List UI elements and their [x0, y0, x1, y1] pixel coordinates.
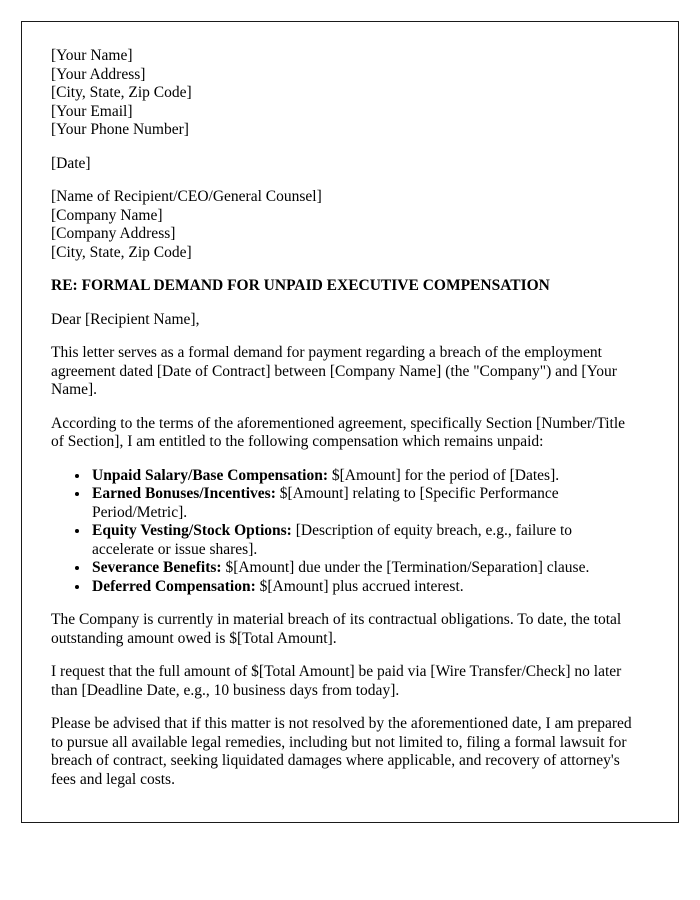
recipient-address-line: [Company Address]	[51, 225, 176, 242]
list-item-equity-vesting	[90, 522, 632, 559]
bullet-text: $[Amount] plus accrued interest.	[255, 577, 464, 595]
sender-block	[51, 47, 632, 140]
sender-city-line: [City, State, Zip Code]	[51, 84, 192, 101]
date-line: [Date]	[51, 154, 91, 172]
paragraph-intro: This letter serves as a formal demand for payment regarding a breach of the employment agreement dated [Date of Contract] between [Company Name] (the "Company") and [Your Name].	[51, 344, 617, 398]
paragraph-remedies: Please be advised that if this matter is not resolved by the aforementioned date, I am prepared to pursue all available legal remedies, including but not limited to, filing a formal lawsuit for breach of contract, seeking liquidated damages where applicable, and recovery of attorney's fees and legal costs.	[51, 715, 632, 788]
bullet-label: Unpaid Salary/Base Compensation:	[92, 466, 328, 484]
bullet-label: Severance Benefits:	[92, 559, 222, 576]
list-item-unpaid-salary	[90, 467, 632, 486]
bullet-label: Equity Vesting/Stock Options:	[92, 522, 292, 539]
list-item-severance-benefits	[90, 559, 632, 578]
compensation-list	[51, 467, 632, 597]
bullet-text: [Description of equity breach, e.g., failure to accelerate or issue shares].	[92, 522, 573, 558]
bullet-text: $[Amount] for the period of [Dates].	[327, 466, 560, 484]
paragraph-request: I request that the full amount of $[Total Amount] be paid via [Wire Transfer/Check] no later than [Deadline Date, e.g., 10 business days from today].	[51, 663, 622, 699]
bullet-label: Earned Bonuses/Incentives:	[92, 485, 276, 502]
sender-email-line: [Your Email]	[51, 102, 133, 120]
list-item-deferred-compensation	[90, 578, 632, 597]
recipient-name-line: [Name of Recipient/CEO/General Counsel]	[51, 188, 322, 205]
paragraph-terms: According to the terms of the aforementioned agreement, specifically Section [Number/Title of Section], I am entitled to the following compensation which remains unpaid:	[51, 414, 626, 450]
bullet-text: $[Amount] relating to [Specific Performance Period/Metric].	[92, 485, 559, 521]
recipient-block	[51, 188, 632, 262]
sender-phone-line: [Your Phone Number]	[51, 121, 189, 138]
list-item-earned-bonuses	[90, 485, 632, 522]
subject-line: RE: FORMAL DEMAND FOR UNPAID EXECUTIVE COMPENSATION	[51, 277, 550, 294]
bullet-text: $[Amount] due under the [Termination/Separation] clause.	[221, 559, 590, 576]
recipient-city-line: [City, State, Zip Code]	[51, 243, 192, 261]
letter-page	[21, 21, 679, 823]
recipient-company-line: [Company Name]	[51, 206, 163, 224]
paragraph-breach: The Company is currently in material breach of its contractual obligations. To date, the total outstanding amount owed is $[Total Amount].	[51, 611, 622, 647]
sender-name-line: [Your Name]	[51, 47, 133, 64]
salutation: Dear [Recipient Name],	[51, 310, 200, 328]
bullet-label: Deferred Compensation:	[92, 577, 256, 595]
sender-address-line: [Your Address]	[51, 65, 146, 83]
